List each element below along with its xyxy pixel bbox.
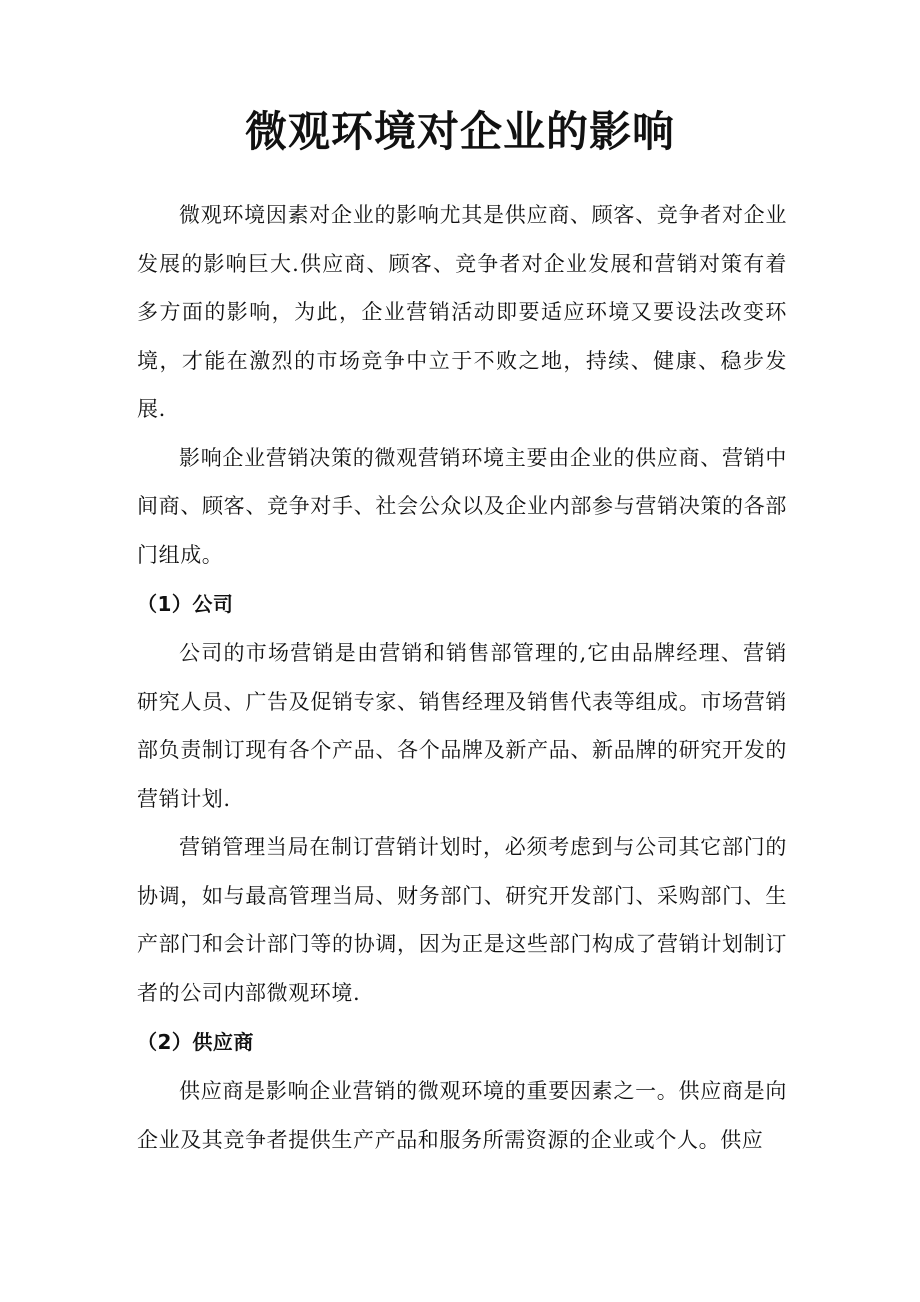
document-body <box>137 191 787 1164</box>
paragraph-micro-environment: 影响企业营销决策的微观营销环境主要由企业的供应商、营销中间商、顾客、竞争对手、社会公众以及企业内部参与营销决策的各部门组成。 <box>137 445 787 567</box>
paragraph-company-coordination: 营销管理当局在制订营销计划时，必须考虑到与公司其它部门的协调，如与最高管理当局、财务部门、研究开发部门、采购部门、生产部门和会计部门等的协调，因为正是这些部门构成了营销计划制订者的公司内部微观环境. <box>137 835 787 1005</box>
paragraph-intro: 微观环境因素对企业的影响尤其是供应商、顾客、竞争者对企业发展的影响巨大.供应商、顾客、竞争者对企业发展和营销对策有着多方面的影响，为此，企业营销活动即要适应环境又要设法改变环境，才能在激烈的市场竞争中立于不败之地，持续、健康、稳步发展. <box>137 203 787 421</box>
section-heading-suppliers: （2）供应商 <box>137 1030 254 1054</box>
paragraph-suppliers: 供应商是影响企业营销的微观环境的重要因素之一。供应商是向企业及其竞争者提供生产产品和服务所需资源的企业或个人。供应 <box>137 1079 787 1152</box>
section-heading-company: （1）公司 <box>137 592 234 616</box>
document-title: 微观环境对企业的影响 <box>244 107 675 156</box>
paragraph-company-marketing: 公司的市场营销是由营销和销售部管理的,它由品牌经理、营销研究人员、广告及促销专家、销售经理及销售代表等组成。市场营销部负责制订现有各个产品、各个品牌及新产品、新品牌的研究开发的营销计划. <box>137 641 787 811</box>
